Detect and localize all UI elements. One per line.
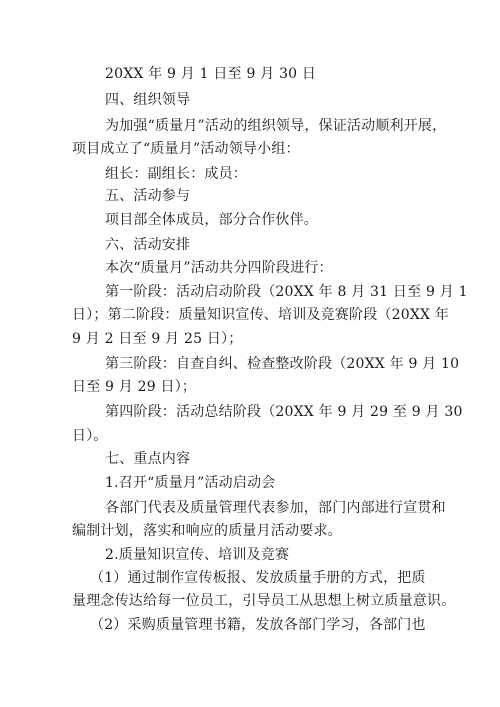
- paragraph-line: 项目成立了“质量月”活动领导小组：: [72, 141, 300, 157]
- section-heading-key-content: 七、重点内容: [105, 451, 191, 467]
- section-heading-schedule: 六、活动安排: [105, 237, 191, 253]
- subheading-training: 2.质量知识宣传、培训及竞赛: [105, 547, 290, 563]
- subheading-kickoff-meeting: 1.召开“质量月”活动启动会: [105, 475, 276, 491]
- paragraph-line: 第三阶段：自查自纠、检查整改阶段（20XX 年 9 月 10: [105, 356, 460, 372]
- paragraph-line: （1）通过制作宣传板报、发放质量手册的方式，把质: [90, 570, 426, 586]
- paragraph-line: 第四阶段：活动总结阶段（20XX 年 9 月 29 至 9 月 30: [105, 404, 463, 420]
- paragraph-line: 日至 9 月 29 日）；: [72, 379, 197, 395]
- paragraph-line: 项目部全体成员，部分合作伙伴。: [105, 212, 318, 228]
- paragraph-line: 日）。: [72, 428, 108, 444]
- section-heading-participation: 五、活动参与: [105, 188, 191, 204]
- roles-line: 组长：副组长：成员：: [105, 166, 247, 182]
- section-heading-organization: 四、组织领导: [105, 92, 191, 108]
- paragraph-line: （2）采购质量管理书籍，发放各部门学习，各部门也: [90, 617, 426, 633]
- paragraph-line: 日）；第二阶段：质量知识宣传、培训及竞赛阶段（20XX 年: [72, 307, 449, 323]
- paragraph-line: 本次“质量月”活动共分四阶段进行：: [105, 260, 333, 276]
- paragraph-line: 第一阶段：活动启动阶段（20XX 年 8 月 31 日至 9 月 1: [105, 284, 468, 300]
- paragraph-line: 编制计划，落实和响应的质量月活动要求。: [72, 523, 342, 539]
- paragraph-line: 9 月 2 日至 9 月 25 日）；: [72, 331, 243, 347]
- paragraph-line: 量理念传达给每一位员工，引导员工从思想上树立质量意识。: [72, 593, 456, 609]
- paragraph-line: 为加强“质量月”活动的组织领导，保证活动顺利开展，: [105, 118, 447, 134]
- date-range-line: 20XX 年 9 月 1 日至 9 月 30 日: [105, 66, 317, 82]
- paragraph-line: 各部门代表及质量管理代表参加，部门内部进行宣贯和: [105, 500, 446, 516]
